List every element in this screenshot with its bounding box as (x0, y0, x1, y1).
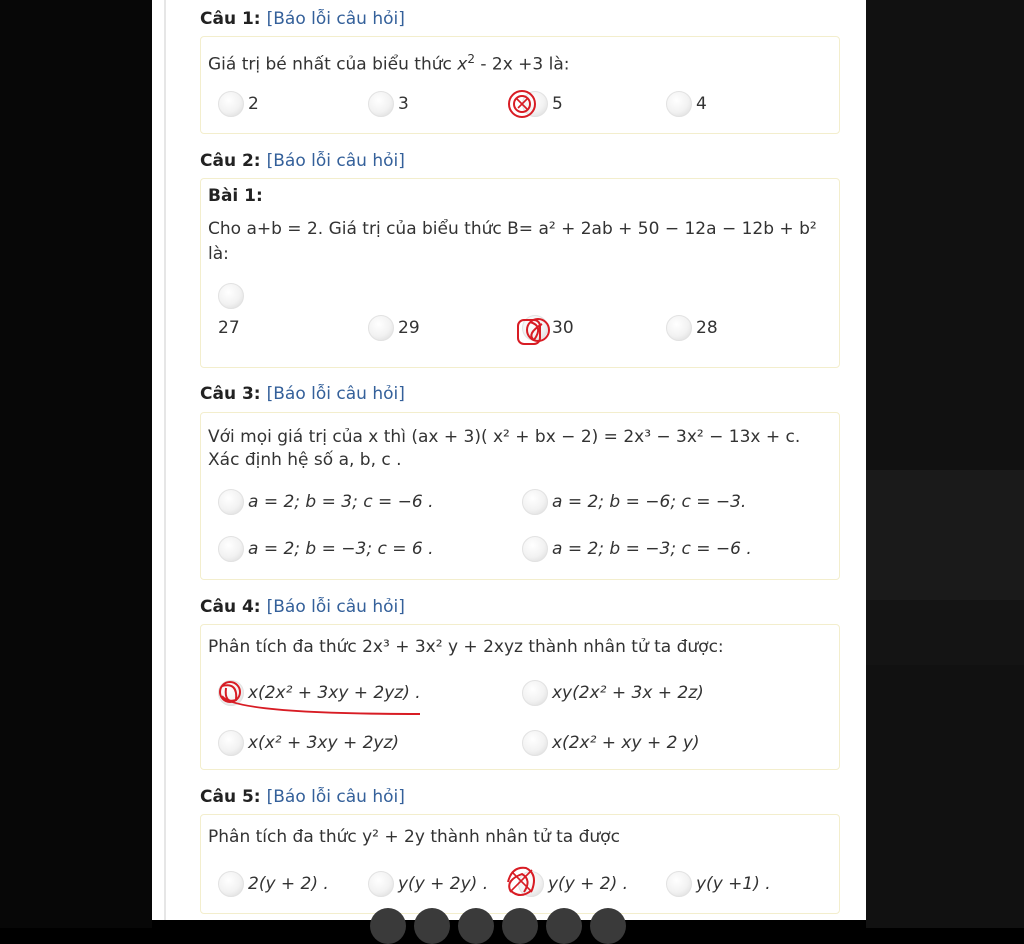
question-text (208, 47, 570, 77)
radio-button[interactable] (522, 536, 548, 562)
option-label: y(y +1) . (696, 874, 771, 894)
report-question-link[interactable]: [Báo lỗi câu hỏi] (266, 597, 405, 617)
question-label: Câu 1: (200, 9, 261, 29)
right-margin-band (866, 600, 1024, 665)
report-question-link[interactable]: [Báo lỗi câu hỏi] (266, 384, 405, 404)
toolbar-button[interactable] (414, 908, 450, 944)
option-d[interactable] (666, 871, 771, 897)
radio-button[interactable] (218, 489, 244, 515)
option-label: y(y + 2) . (548, 874, 629, 894)
option-c[interactable] (218, 536, 433, 562)
option-b[interactable] (522, 680, 704, 706)
radio-button[interactable] (218, 536, 244, 562)
option-label: 29 (398, 318, 420, 338)
option-label: 4 (696, 94, 707, 114)
option-d[interactable] (666, 91, 707, 117)
right-dark-margin (866, 0, 1024, 928)
sub-title: Bài 1: (208, 186, 263, 206)
option-d[interactable] (666, 315, 718, 341)
radio-button[interactable] (522, 680, 548, 706)
option-c[interactable] (522, 91, 563, 117)
option-a[interactable] (218, 91, 259, 117)
question-text: Với mọi giá trị của x thì (ax + 3)( x² + bx − 2) = 2x³ − 3x² − 13x + c. (208, 427, 801, 447)
question-2-header (200, 151, 405, 171)
radio-button[interactable] (218, 283, 244, 309)
radio-button[interactable] (522, 489, 548, 515)
question-text: Cho a+b = 2. Giá trị của biểu thức B= a² + 2ab + 50 − 12a − 12b + b² (208, 219, 817, 239)
option-a[interactable] (218, 489, 433, 515)
option-a-label (218, 318, 240, 338)
report-question-link[interactable]: [Báo lỗi câu hỏi] (266, 151, 405, 171)
question-text: Phân tích đa thức y² + 2y thành nhân tử ta được (208, 827, 620, 847)
question-label: Câu 3: (200, 384, 261, 404)
content-divider (164, 0, 166, 920)
question-5-header (200, 787, 405, 807)
question-4-header (200, 597, 405, 617)
math-var: x (457, 54, 468, 75)
option-label: a = 2; b = −3; c = −6 . (552, 539, 752, 559)
question-3-header (200, 384, 405, 404)
toolbar-button[interactable] (546, 908, 582, 944)
radio-button[interactable] (522, 91, 548, 117)
toolbar-button[interactable] (458, 908, 494, 944)
report-question-link[interactable]: [Báo lỗi câu hỏi] (266, 9, 405, 29)
radio-button[interactable] (666, 315, 692, 341)
radio-button[interactable] (666, 91, 692, 117)
question-text-part: - 2x +3 là: (474, 54, 570, 75)
question-1-header (200, 9, 405, 29)
option-a-radio[interactable] (218, 283, 244, 309)
floating-toolbar (370, 908, 630, 928)
option-label: 30 (552, 318, 574, 338)
radio-button[interactable] (666, 871, 692, 897)
question-text-continued: là: (208, 244, 229, 264)
option-label: a = 2; b = −3; c = 6 . (248, 539, 434, 559)
radio-button[interactable] (218, 680, 244, 706)
question-text-part: Giá trị bé nhất của biểu thức (208, 54, 458, 75)
report-question-link[interactable]: [Báo lỗi câu hỏi] (266, 787, 405, 807)
radio-button[interactable] (368, 315, 394, 341)
right-margin-band (866, 470, 1024, 600)
toolbar-button[interactable] (502, 908, 538, 944)
option-label: 2 (248, 94, 259, 114)
radio-button[interactable] (518, 871, 544, 897)
option-b[interactable] (368, 315, 420, 341)
radio-button[interactable] (522, 730, 548, 756)
option-label: 2(y + 2) . (248, 874, 329, 894)
option-b[interactable] (522, 489, 746, 515)
quiz-content (152, 0, 866, 920)
option-a[interactable] (218, 680, 421, 706)
left-dark-margin (0, 0, 152, 928)
question-label: Câu 2: (200, 151, 261, 171)
question-text: Phân tích đa thức 2x³ + 3x² y + 2xyz thành nhân tử ta được: (208, 637, 724, 657)
option-label: x(2x² + xy + 2 y) (552, 733, 700, 753)
radio-button[interactable] (368, 91, 394, 117)
option-a[interactable] (218, 871, 329, 897)
question-1-box (200, 36, 840, 134)
question-5-box (200, 814, 840, 914)
toolbar-button[interactable] (370, 908, 406, 944)
option-d[interactable] (522, 536, 752, 562)
radio-button[interactable] (218, 91, 244, 117)
option-label: x(x² + 3xy + 2yz) (248, 733, 400, 753)
radio-button[interactable] (368, 871, 394, 897)
option-label: a = 2; b = −6; c = −3. (552, 492, 747, 512)
option-label: 28 (696, 318, 718, 338)
radio-button[interactable] (218, 871, 244, 897)
option-label: a = 2; b = 3; c = −6 . (248, 492, 434, 512)
option-label: x(2x² + 3xy + 2yz) . (248, 683, 421, 703)
option-b[interactable] (368, 871, 488, 897)
option-b[interactable] (368, 91, 409, 117)
question-2-box (200, 178, 840, 368)
option-label: 3 (398, 94, 409, 114)
option-c[interactable] (218, 730, 399, 756)
option-label: 5 (552, 94, 563, 114)
option-label: xy(2x² + 3x + 2z) (552, 683, 704, 703)
question-label: Câu 5: (200, 787, 261, 807)
radio-button[interactable] (522, 315, 548, 341)
option-label: y(y + 2y) . (398, 874, 489, 894)
option-c[interactable] (518, 871, 628, 897)
math-sup: 2 (467, 52, 475, 66)
question-text-continued: Xác định hệ số a, b, c . (208, 450, 402, 470)
question-label: Câu 4: (200, 597, 261, 617)
toolbar-button[interactable] (590, 908, 626, 944)
radio-button[interactable] (218, 730, 244, 756)
option-label: 27 (218, 318, 240, 338)
option-c[interactable] (522, 315, 574, 341)
option-d[interactable] (522, 730, 700, 756)
